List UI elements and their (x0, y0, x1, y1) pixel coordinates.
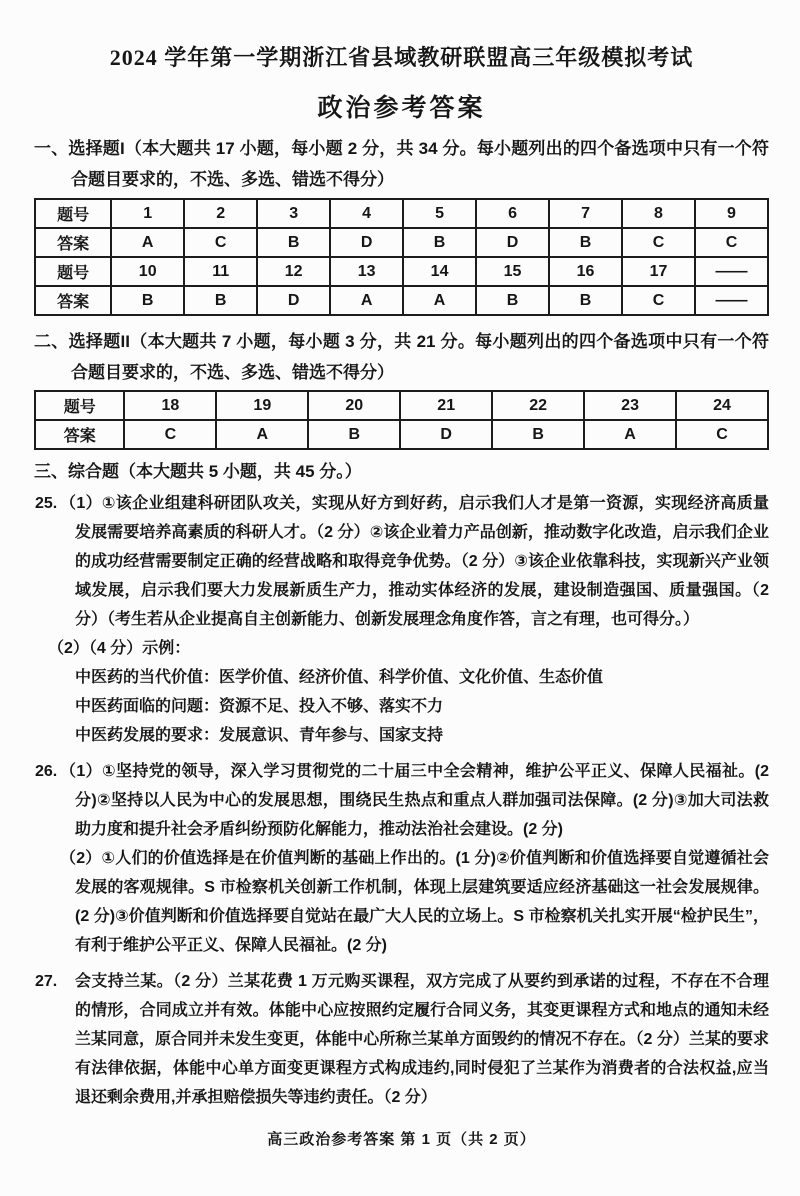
answer-cell: C (124, 420, 216, 449)
answer-cell: 1 (111, 199, 184, 228)
answer-cell: C (184, 228, 257, 257)
answer-cell: 18 (124, 391, 216, 420)
section-1-heading: 一、选择题I（本大题共 17 小题，每小题 2 分，共 34 分。每小题列出的四个备选项中只有一个符合题目要求的，不选、多选、错选不得分） (34, 139, 769, 189)
answer-cell: 13 (330, 257, 403, 286)
question-27 (34, 967, 769, 1112)
question-number: 27. (35, 973, 58, 990)
answer-cell: C (622, 228, 695, 257)
answer-paragraph: （1）①坚持党的领导，深入学习贯彻党的二十届三中全会精神，维护公平正义、保障人民福祉。(2 分)②坚持以人民为中心的发展思想，围绕民生热点和重点人群加强司法保障。(2 分)③加大司法救助力度和提升社会矛盾纠纷预防化解能力，推动法治社会建设。(2 分) (60, 763, 769, 838)
answer-paragraph: 中医药面临的问题：资源不足、投入不够、落实不力 (75, 698, 444, 715)
answer-cell: D (400, 420, 492, 449)
answer-cell: 11 (184, 257, 257, 286)
answer-cell: 7 (549, 199, 622, 228)
answer-cell: 12 (257, 257, 330, 286)
answer-cell: —— (695, 286, 768, 315)
answer-cell: B (308, 420, 400, 449)
answer-paragraph: 中医药的当代价值：医学价值、经济价值、科学价值、文化价值、生态价值 (75, 669, 604, 686)
question-answer-body (48, 489, 769, 750)
section-2-heading: 二、选择题II（本大题共 7 小题，每小题 3 分，共 21 分。每小题列出的四个备选项中只有一个符合题目要求的，不选、多选、错选不得分） (34, 332, 769, 382)
answer-cell: 15 (476, 257, 549, 286)
answer-cell: 3 (257, 199, 330, 228)
table-row (35, 257, 768, 286)
answer-cell: A (330, 286, 403, 315)
question-number: 26. (35, 763, 58, 780)
answer-cell: 5 (403, 199, 476, 228)
answer-cell: A (111, 228, 184, 257)
answer-cell: B (257, 228, 330, 257)
answer-paragraph: 会支持兰某。（2 分）兰某花费 1 万元购买课程，双方完成了从要约到承诺的过程，不存在不合理的情形，合同成立并有效。体能中心应按照约定履行合同义务，其变更课程方式和地点的通知未经兰某同意，原合同并未发生变更，体能中心所称兰某单方面毁约的情况不存在。（2 分）兰某的要求有法律依据，体能中心单方面变更课程方式构成违约,同时侵犯了兰某作为消费者的合法权益,应当退还剩余费用,并承担赔偿损失等违约责任。（2 分） (75, 973, 769, 1106)
row-label-cell: 答案 (35, 420, 124, 449)
answer-cell: 21 (400, 391, 492, 420)
exam-title: 2024 学年第一学期浙江省县域教研联盟高三年级模拟考试 (109, 45, 694, 70)
answer-cell: C (622, 286, 695, 315)
table-row (35, 286, 768, 315)
answer-cell: A (403, 286, 476, 315)
answer-paragraph: （2）①人们的价值选择是在价值判断的基础上作出的。(1 分)②价值判断和价值选择要自觉遵循社会发展的客观规律。S 市检察机关创新工作机制，体现上层建筑要适应经济基础这一社会发展规律。(2 分)③价值判断和价值选择要自觉站在最广大人民的立场上。S 市检察机关扎实开展“检护民生”，有利于维护公平正义、保障人民福祉。(2 分) (60, 850, 769, 954)
answer-cell: —— (695, 257, 768, 286)
answer-cell: B (549, 286, 622, 315)
answer-cell: B (549, 228, 622, 257)
answer-cell: 17 (622, 257, 695, 286)
answer-cell: 14 (403, 257, 476, 286)
section-3-heading: 三、综合题（本大题共 5 小题，共 45 分。） (34, 462, 362, 481)
answer-cell: 16 (549, 257, 622, 286)
answer-cell: 22 (492, 391, 584, 420)
answer-cell: 6 (476, 199, 549, 228)
row-label-cell: 答案 (35, 286, 111, 315)
answer-cell: 24 (676, 391, 768, 420)
answer-cell: C (676, 420, 768, 449)
answer-cell: B (476, 286, 549, 315)
answer-cell: 8 (622, 199, 695, 228)
answer-cell: 23 (584, 391, 676, 420)
question-answer-body (75, 967, 769, 1112)
answers-table-1 (34, 198, 769, 316)
answer-cell: D (257, 286, 330, 315)
answer-cell: B (184, 286, 257, 315)
answer-cell: 9 (695, 199, 768, 228)
answer-cell: C (695, 228, 768, 257)
table-row (35, 420, 768, 449)
answer-paragraph: （1）①该企业组建科研团队攻关，实现从好方到好药，启示我们人才是第一资源，实现经济高质量发展需要培养高素质的科研人才。（2 分）②该企业着力产品创新，推动数字化改造，启示我们企业的成功经营需要制定正确的经营战略和取得竞争优势。（2 分）③该企业依靠科技，实现新兴产业领域发展，启示我们要大力发展新质生产力，推动实体经济的发展，建设制造强国、质量强国。（2 分）（考生若从企业提高自主创新能力、创新发展理念角度作答，言之有理，也可得分。） (60, 495, 769, 628)
page-footer: 高三政治参考答案 第 1 页（共 2 页） (267, 1131, 536, 1148)
answer-paragraph: （2）（4 分）示例： (48, 640, 191, 657)
answer-cell: D (476, 228, 549, 257)
answer-cell: B (492, 420, 584, 449)
row-label-cell: 题号 (35, 391, 124, 420)
answer-cell: 2 (184, 199, 257, 228)
answer-cell: A (216, 420, 308, 449)
answer-cell: D (330, 228, 403, 257)
answer-cell: 20 (308, 391, 400, 420)
row-label-cell: 答案 (35, 228, 111, 257)
question-answer-body (60, 757, 769, 960)
answer-cell: A (584, 420, 676, 449)
answer-cell: B (403, 228, 476, 257)
row-label-cell: 题号 (35, 257, 111, 286)
answer-cell: 19 (216, 391, 308, 420)
table-row (35, 391, 768, 420)
answer-cell: 4 (330, 199, 403, 228)
row-label-cell: 题号 (35, 199, 111, 228)
answer-cell: 10 (111, 257, 184, 286)
table-row (35, 228, 768, 257)
question-26 (34, 757, 769, 960)
answers-table-2 (34, 390, 769, 450)
answer-paragraph: 中医药发展的要求：发展意识、青年参与、国家支持 (75, 727, 444, 744)
table-row (35, 199, 768, 228)
question-number: 25. (35, 495, 58, 512)
answer-cell: B (111, 286, 184, 315)
page-title: 政治参考答案 (317, 94, 486, 122)
question-25 (34, 489, 769, 750)
